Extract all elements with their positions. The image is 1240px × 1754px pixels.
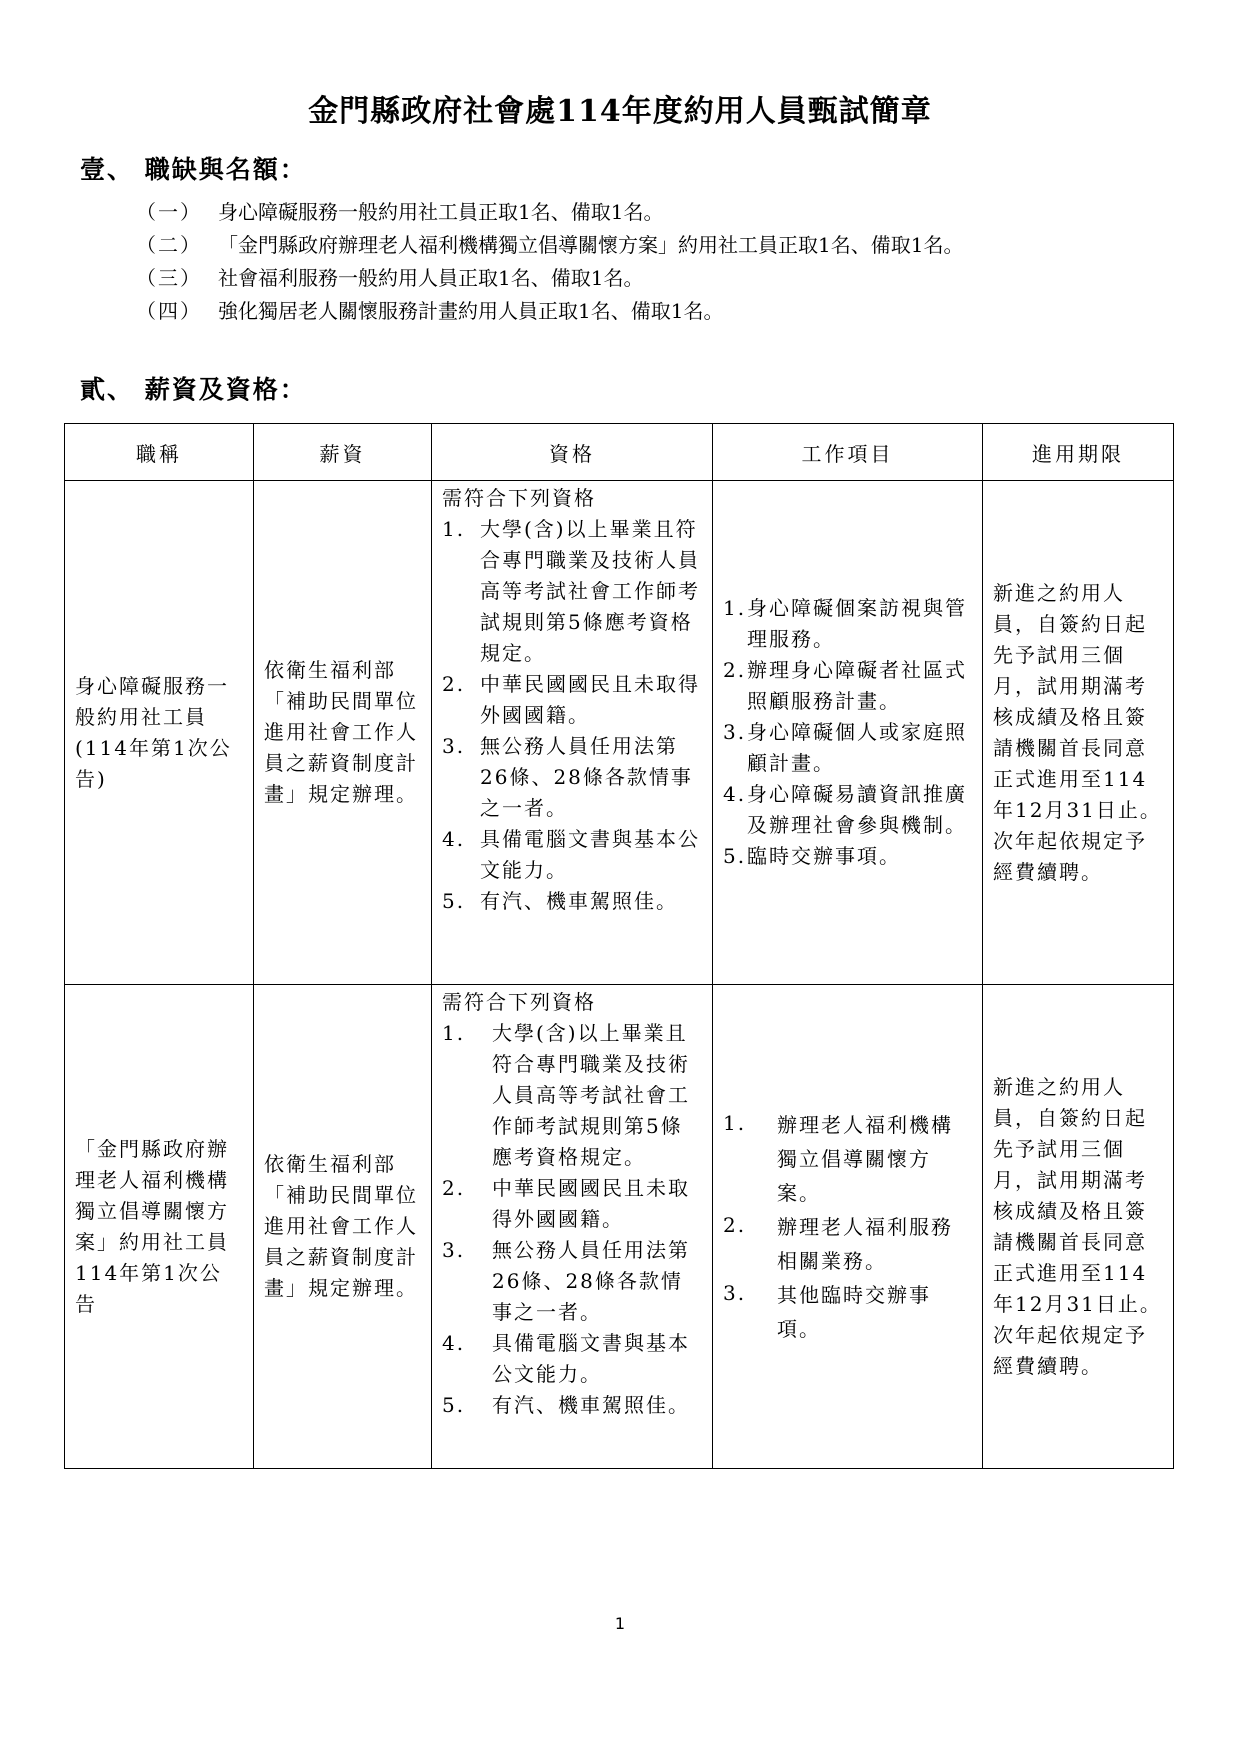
term-text: 新進之約用人員，自簽約日起先予試用三個月，試用期滿考核成績及格且簽請機關首長同意正式進用至114年12月31日止。次年起依規定予經費續聘。 [993,1074,1162,1378]
vacancy-item [136,229,963,262]
list-item: 3. 無公務人員任用法第26條、28條各款情事之一者。 [442,1238,690,1324]
list-item: 1. 身心障礙個案訪視與管理服務。 [723,596,967,651]
section2-heading: 貳、 薪資及資格： [80,375,307,404]
list-item: 2. 辦理老人福利服務相關業務。 [723,1212,953,1273]
duties-cell [713,985,983,1469]
header-term: 進用期限 [983,424,1174,481]
vacancy-text: 「金門縣政府辦理老人福利機構獨立倡導關懷方案」約用社工員正取1名、備取1名。 [218,233,964,257]
list-item: 4. 具備電腦文書與基本公文能力。 [442,1331,690,1386]
list-item: 2. 中華民國國民且未取得外國國籍。 [442,672,700,727]
vacancy-number: （四） [136,299,202,323]
qualifications-intro: 需符合下列資格 [442,990,596,1014]
qualifications-list [442,514,702,917]
duties-list [723,593,972,872]
vacancy-item [136,196,963,229]
duties-cell [713,481,983,985]
header-title: 職稱 [65,424,254,481]
list-item: 1. 大學(含)以上畢業且符合專門職業及技術人員高等考試社會工作師考試規則第5條應考資格規定。 [442,1021,690,1169]
header-duties: 工作項目 [713,424,983,481]
list-item: 1. 辦理老人福利機構獨立倡導關懷方案。 [723,1110,953,1205]
job-title-cell [65,985,254,1469]
job-title: 「金門縣政府辦理老人福利機構獨立倡導關懷方案」約用社工員114年第1次公告 [75,1136,229,1316]
vacancy-number: （二） [136,233,202,257]
vacancy-item [136,262,963,295]
list-item: 2. 中華民國國民且未取得外國國籍。 [442,1176,690,1231]
salary-cell [254,985,432,1469]
qualifications-cell [432,481,713,985]
header-salary: 薪資 [254,424,432,481]
duties-list [723,1108,972,1346]
list-item: 5. 有汽、機車駕照佳。 [442,1393,690,1417]
table-row [65,985,1174,1469]
section1-heading: 壹、 職缺與名額： [80,155,307,184]
list-item: 5. 臨時交辦事項。 [723,844,901,868]
job-title: 身心障礙服務一般約用社工員(114年第1次公告) [75,673,232,791]
vacancy-number: （三） [136,266,202,290]
list-item: 3. 其他臨時交辦事項。 [723,1280,931,1341]
list-item: 5. 有汽、機車駕照佳。 [442,889,678,913]
list-item: 3. 無公務人員任用法第26條、28條各款情事之一者。 [442,734,693,820]
vacancy-number: （一） [136,200,202,224]
header-qualifications: 資格 [432,424,713,481]
qualifications-intro: 需符合下列資格 [442,486,596,510]
job-title-cell [65,481,254,985]
term-text: 新進之約用人員，自簽約日起先予試用三個月，試用期滿考核成績及格且簽請機關首長同意正式進用至114年12月31日止。次年起依規定予經費續聘。 [993,580,1162,884]
vacancy-text: 社會福利服務一般約用人員正取1名、備取1名。 [218,266,644,290]
term-cell [983,985,1174,1469]
qualifications-list [442,1018,702,1421]
page-number: 1 [614,1614,626,1633]
qualifications-cell [432,985,713,1469]
list-item: 4. 身心障礙易讀資訊推廣及辦理社會參與機制。 [723,782,967,837]
vacancy-text: 強化獨居老人關懷服務計畫約用人員正取1名、備取1名。 [218,299,724,323]
salary-qualification-table [64,423,1174,1469]
list-item: 3. 身心障礙個人或家庭照顧計畫。 [723,720,967,775]
vacancy-list [136,196,963,328]
vacancy-text: 身心障礙服務一般約用社工員正取1名、備取1名。 [218,200,664,224]
list-item: 1. 大學(含)以上畢業且符合專門職業及技術人員高等考試社會工作師考試規則第5條應考資格規定。 [442,517,700,665]
table-row [65,481,1174,985]
list-item: 2. 辦理身心障礙者社區式照顧服務計畫。 [723,658,967,713]
list-item: 4. 具備電腦文書與基本公文能力。 [442,827,700,882]
term-cell [983,481,1174,985]
table-header-row [65,424,1174,481]
salary-text: 依衛生福利部「補助民間單位進用社會工作人員之薪資制度計畫」規定辦理。 [264,1152,418,1300]
salary-text: 依衛生福利部「補助民間單位進用社會工作人員之薪資制度計畫」規定辦理。 [264,658,418,806]
salary-cell [254,481,432,985]
page-title: 金門縣政府社會處114年度約用人員甄試簡章 [308,94,932,129]
vacancy-item [136,295,963,328]
